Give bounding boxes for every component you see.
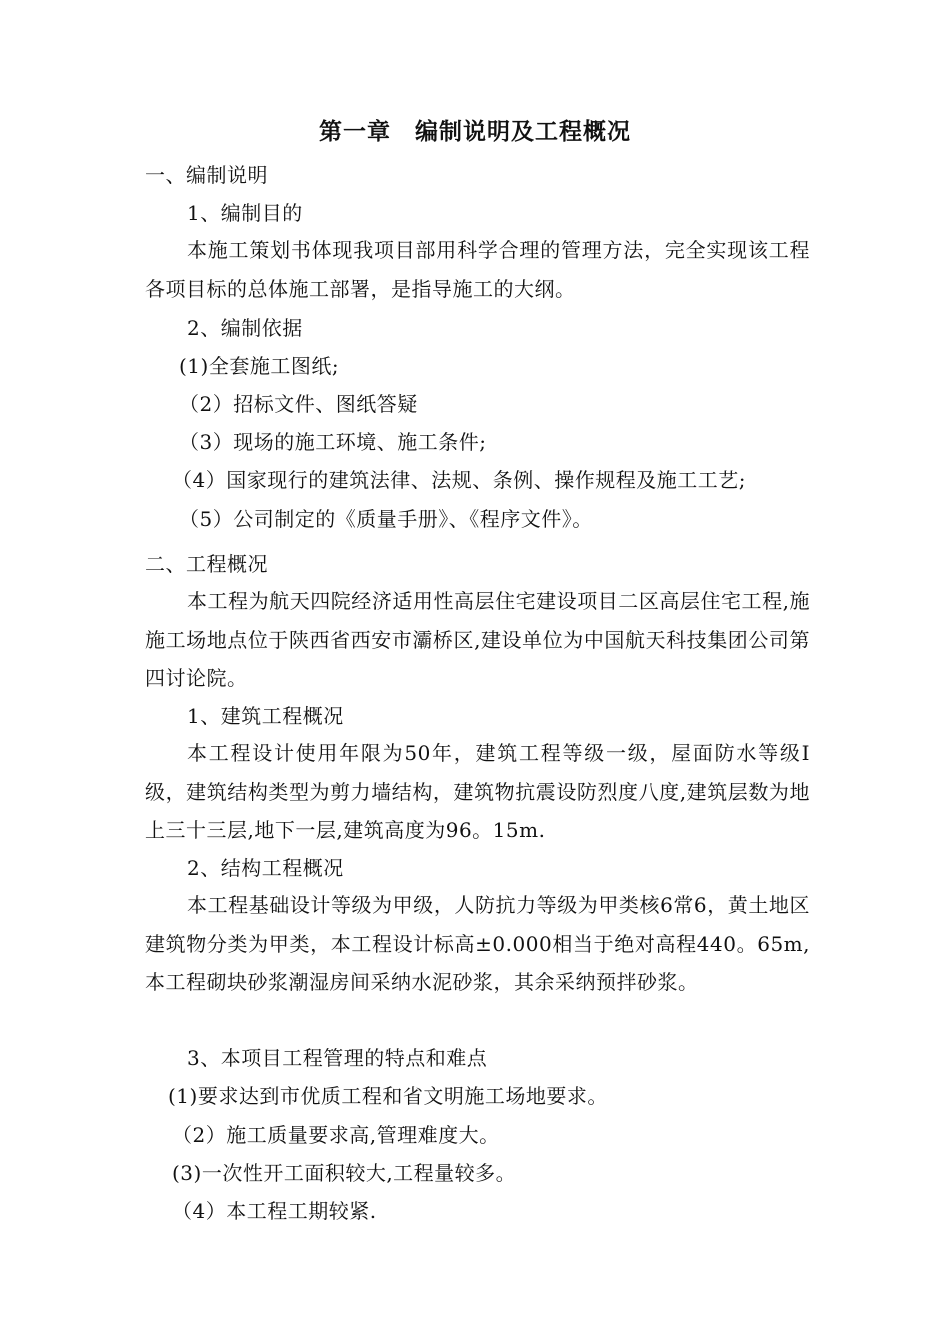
difficulty-item-2: （2）施工质量要求高,管理难度大。 <box>172 1123 500 1147</box>
subheading-difficulties: 3、本项目工程管理的特点和难点 <box>187 1046 488 1070</box>
paragraph-structure-overview: 本工程基础设计等级为甲级，人防抗力等级为甲类核6常6，黄土地区建筑物分类为甲类，本工程设计标高±0.000相当于绝对高程440。65m,本工程砌块砂浆潮湿房间采纳水泥砂浆，其余采纳预拌砂浆。 <box>145 893 810 994</box>
paragraph-project-intro: 本工程为航天四院经济适用性高层住宅建设项目二区高层住宅工程,施施工场地点位于陕西省西安市灞桥区,建设单位为中国航天科技集团公司第四讨论院。 <box>145 589 810 690</box>
subheading-basis: 2、编制依据 <box>187 316 303 340</box>
paragraph-purpose: 本施工策划书体现我项目部用科学合理的管理方法，完全实现该工程各项目标的总体施工部署，是指导施工的大纲。 <box>145 238 810 301</box>
basis-item-3: （3）现场的施工环境、施工条件; <box>179 430 487 454</box>
difficulty-item-3: (3)一次性开工面积较大,工程量较多。 <box>172 1161 517 1185</box>
difficulty-item-4: （4）本工程工期较紧. <box>172 1199 377 1223</box>
paragraph-building-overview: 本工程设计使用年限为50年，建筑工程等级一级，屋面防水等级Ⅰ级，建筑结构类型为剪力墙结构，建筑物抗震设防烈度八度,建筑层数为地上三十三层,地下一层,建筑高度为96。15m. <box>145 741 810 842</box>
basis-item-1: (1)全套施工图纸; <box>179 354 340 378</box>
subheading-building-overview: 1、建筑工程概况 <box>187 704 344 728</box>
basis-item-2: （2）招标文件、图纸答疑 <box>179 392 418 416</box>
chapter-title: 第一章 编制说明及工程概况 <box>319 119 631 145</box>
basis-item-4: （4）国家现行的建筑法律、法规、条例、操作规程及施工工艺; <box>172 468 746 492</box>
section-heading-compilation: 一、编制说明 <box>145 163 268 187</box>
basis-item-5: （5）公司制定的《质量手册》、《程序文件》。 <box>179 507 593 531</box>
section-heading-overview: 二、工程概况 <box>145 552 268 576</box>
subheading-structure-overview: 2、结构工程概况 <box>187 856 344 880</box>
difficulty-item-1: (1)要求达到市优质工程和省文明施工场地要求。 <box>168 1084 608 1108</box>
subheading-purpose: 1、编制目的 <box>187 201 303 225</box>
